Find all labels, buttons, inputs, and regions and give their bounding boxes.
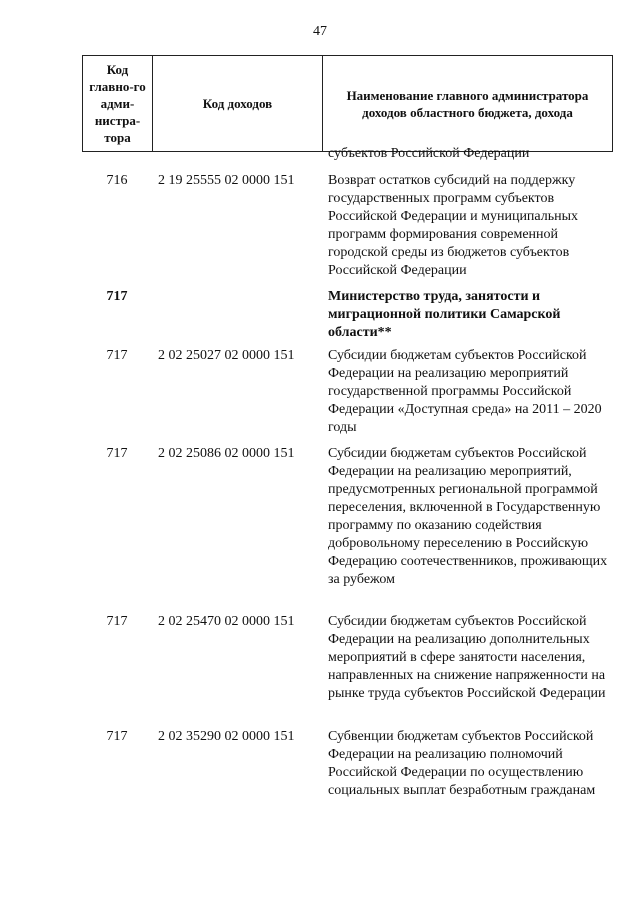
table-row xyxy=(82,728,613,798)
income-code: 2 02 25470 02 0000 151 xyxy=(158,614,295,629)
income-code: 2 02 35290 02 0000 151 xyxy=(158,729,295,744)
income-code: 2 19 25555 02 0000 151 xyxy=(158,173,295,188)
admin-code: 717 xyxy=(106,729,128,744)
income-name: Субсидии бюджетам субъектов Российской Федерации на реализацию мероприятий, предусмотренных региональной программой переселения, включенной в Государственную программу по оказанию содействия добровольному переселению в Российскую Федерацию соотечественников, проживающих за рубежом xyxy=(328,446,608,587)
table-row xyxy=(82,445,613,587)
continuation-text: субъектов Российской Федерации xyxy=(328,146,530,161)
table-row xyxy=(82,347,613,435)
page-number: 47 xyxy=(313,24,327,39)
table-row xyxy=(82,613,613,701)
admin-code: 717 xyxy=(106,348,128,363)
income-name: Субвенции бюджетам субъектов Российской Федерации на реализацию полномочий Российской Федерации по осуществлению социальных выплат безработным гражданам xyxy=(328,729,596,798)
admin-code: 717 xyxy=(106,289,128,304)
table-row xyxy=(82,288,613,340)
income-code: 2 02 25027 02 0000 151 xyxy=(158,348,295,363)
header-name: Наименование главного администратора доходов областного бюджета, дохода xyxy=(346,87,589,120)
income-code: 2 02 25086 02 0000 151 xyxy=(158,446,295,461)
header-income-code: Код доходов xyxy=(153,56,323,151)
admin-code: 716 xyxy=(106,173,128,188)
admin-name: Министерство труда, занятости и миграционной политики Самарской области** xyxy=(328,289,561,340)
income-name: Субсидии бюджетам субъектов Российской Федерации на реализацию мероприятий государственной программы Российской Федерации «Доступная среда» на 2011 – 2020 годы xyxy=(328,348,602,435)
header-admin-code: Код главно-го адми-нистра-тора xyxy=(83,56,153,151)
table-row xyxy=(82,172,613,278)
table-header xyxy=(82,55,613,152)
income-name: Возврат остатков субсидий на поддержку государственных программ субъектов Российской Федерации и муниципальных программ формирования современной городской среды из бюджетов субъектов Российской Федерации xyxy=(328,173,579,278)
admin-code: 717 xyxy=(106,614,128,629)
income-name: Субсидии бюджетам субъектов Российской Федерации на реализацию дополнительных мероприятий в сфере занятости населения, направленных на снижение напряженности на рынке труда субъектов Российской Федерации xyxy=(328,614,606,701)
admin-code: 717 xyxy=(106,446,128,461)
